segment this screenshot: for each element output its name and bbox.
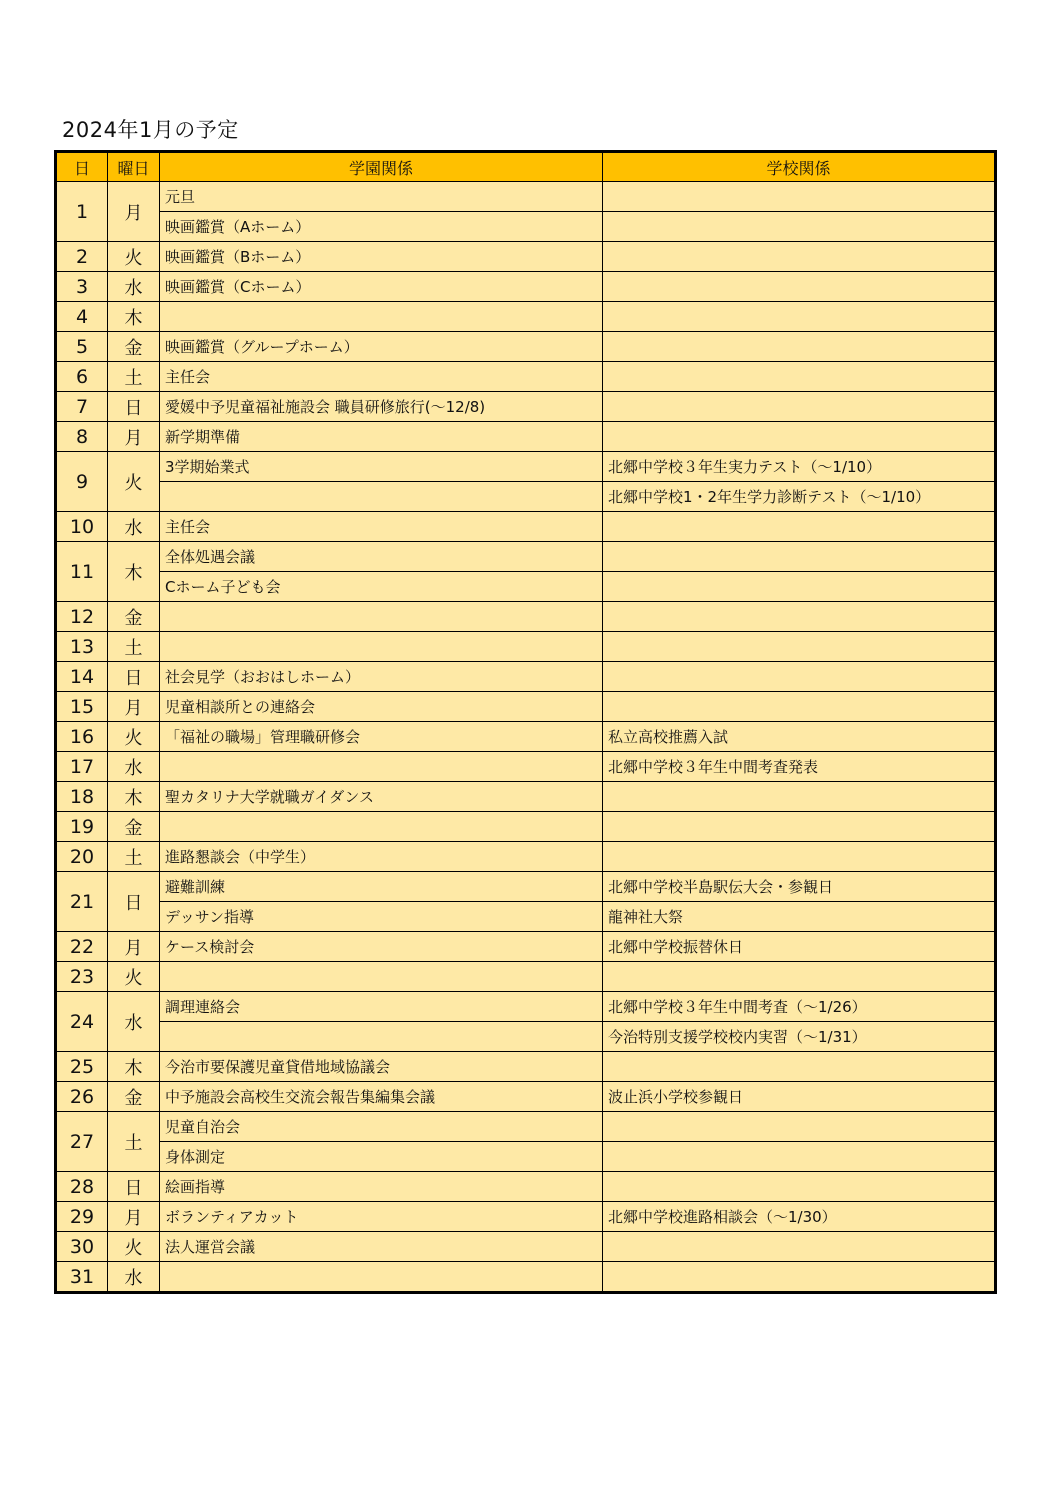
- gakuen-event-cell: 映画鑑賞（Aホーム）: [160, 212, 603, 242]
- school-event-cell: [603, 602, 996, 632]
- school-event-cell: [603, 212, 996, 242]
- school-event-cell: 北郷中学校進路相談会（～1/30）: [603, 1202, 996, 1232]
- day-cell: 5: [56, 332, 108, 362]
- school-event-cell: [603, 1262, 996, 1293]
- table-row: [56, 272, 996, 302]
- table-row: [56, 992, 996, 1022]
- table-row: [56, 242, 996, 272]
- weekday-cell: 火: [108, 722, 160, 752]
- weekday-cell: 月: [108, 182, 160, 242]
- weekday-cell: 木: [108, 302, 160, 332]
- gakuen-event-cell: ケース検討会: [160, 932, 603, 962]
- school-event-cell: [603, 572, 996, 602]
- table-row: [56, 812, 996, 842]
- gakuen-event-cell: 調理連絡会: [160, 992, 603, 1022]
- day-cell: 6: [56, 362, 108, 392]
- day-cell: 22: [56, 932, 108, 962]
- gakuen-event-cell: 法人運営会議: [160, 1232, 603, 1262]
- school-event-cell: [603, 362, 996, 392]
- gakuen-event-cell: 主任会: [160, 362, 603, 392]
- school-event-cell: 北郷中学校３年生中間考査（～1/26）: [603, 992, 996, 1022]
- table-row: [56, 1262, 996, 1293]
- gakuen-event-cell: 中予施設会高校生交流会報告集編集会議: [160, 1082, 603, 1112]
- header-row: [56, 152, 996, 182]
- table-row: [56, 572, 996, 602]
- gakuen-event-cell: 絵画指導: [160, 1172, 603, 1202]
- day-cell: 16: [56, 722, 108, 752]
- header-gakuen: 学園関係: [160, 152, 603, 182]
- table-row: [56, 1052, 996, 1082]
- table-row: [56, 1232, 996, 1262]
- table-row: [56, 362, 996, 392]
- day-cell: 23: [56, 962, 108, 992]
- school-event-cell: [603, 1232, 996, 1262]
- page-title: 2024年1月の予定: [62, 118, 239, 142]
- gakuen-event-cell: 全体処遇会議: [160, 542, 603, 572]
- weekday-cell: 火: [108, 1232, 160, 1262]
- table-row: [56, 692, 996, 722]
- school-event-cell: 北郷中学校３年生実力テスト（～1/10）: [603, 452, 996, 482]
- school-event-cell: [603, 302, 996, 332]
- school-event-cell: 私立高校推薦入試: [603, 722, 996, 752]
- day-cell: 3: [56, 272, 108, 302]
- school-event-cell: [603, 1142, 996, 1172]
- header-day: 日: [56, 152, 108, 182]
- gakuen-event-cell: [160, 632, 603, 662]
- table-row: [56, 962, 996, 992]
- gakuen-event-cell: [160, 482, 603, 512]
- gakuen-event-cell: 「福祉の職場」管理職研修会: [160, 722, 603, 752]
- gakuen-event-cell: [160, 812, 603, 842]
- table-row: [56, 752, 996, 782]
- table-row: [56, 1202, 996, 1232]
- table-row: [56, 632, 996, 662]
- day-cell: 9: [56, 452, 108, 512]
- weekday-cell: 土: [108, 362, 160, 392]
- gakuen-event-cell: 児童自治会: [160, 1112, 603, 1142]
- weekday-cell: 水: [108, 992, 160, 1052]
- day-cell: 21: [56, 872, 108, 932]
- gakuen-event-cell: デッサン指導: [160, 902, 603, 932]
- weekday-cell: 木: [108, 1052, 160, 1082]
- day-cell: 7: [56, 392, 108, 422]
- gakuen-event-cell: 元旦: [160, 182, 603, 212]
- gakuen-event-cell: Cホーム子ども会: [160, 572, 603, 602]
- day-cell: 20: [56, 842, 108, 872]
- table-row: [56, 722, 996, 752]
- table-row: [56, 1022, 996, 1052]
- table-row: [56, 182, 996, 212]
- table-row: [56, 782, 996, 812]
- gakuen-event-cell: [160, 752, 603, 782]
- gakuen-event-cell: 身体測定: [160, 1142, 603, 1172]
- weekday-cell: 金: [108, 1082, 160, 1112]
- table-row: [56, 1172, 996, 1202]
- table-row: [56, 512, 996, 542]
- gakuen-event-cell: [160, 1022, 603, 1052]
- gakuen-event-cell: 映画鑑賞（Bホーム）: [160, 242, 603, 272]
- weekday-cell: 月: [108, 422, 160, 452]
- school-event-cell: 北郷中学校３年生中間考査発表: [603, 752, 996, 782]
- school-event-cell: [603, 332, 996, 362]
- school-event-cell: [603, 692, 996, 722]
- weekday-cell: 水: [108, 272, 160, 302]
- school-event-cell: 北郷中学校半島駅伝大会・参観日: [603, 872, 996, 902]
- gakuen-event-cell: [160, 1262, 603, 1293]
- table-row: [56, 212, 996, 242]
- weekday-cell: 金: [108, 602, 160, 632]
- table-row: [56, 932, 996, 962]
- table-row: [56, 302, 996, 332]
- gakuen-event-cell: ボランティアカット: [160, 1202, 603, 1232]
- school-event-cell: 北郷中学校振替休日: [603, 932, 996, 962]
- weekday-cell: 月: [108, 932, 160, 962]
- weekday-cell: 土: [108, 1112, 160, 1172]
- weekday-cell: 水: [108, 1262, 160, 1293]
- header-school: 学校関係: [603, 152, 996, 182]
- table-row: [56, 872, 996, 902]
- school-event-cell: [603, 512, 996, 542]
- school-event-cell: [603, 962, 996, 992]
- header-weekday: 曜日: [108, 152, 160, 182]
- day-cell: 13: [56, 632, 108, 662]
- day-cell: 10: [56, 512, 108, 542]
- table-row: [56, 1142, 996, 1172]
- school-event-cell: [603, 422, 996, 452]
- table-row: [56, 452, 996, 482]
- table-row: [56, 662, 996, 692]
- school-event-cell: [603, 842, 996, 872]
- table-row: [56, 1112, 996, 1142]
- gakuen-event-cell: 今治市要保護児童貸借地域協議会: [160, 1052, 603, 1082]
- day-cell: 31: [56, 1262, 108, 1293]
- gakuen-event-cell: 映画鑑賞（Cホーム）: [160, 272, 603, 302]
- table-row: [56, 392, 996, 422]
- table-row: [56, 542, 996, 572]
- day-cell: 24: [56, 992, 108, 1052]
- schedule-table: [54, 150, 997, 1294]
- table-row: [56, 842, 996, 872]
- gakuen-event-cell: 児童相談所との連絡会: [160, 692, 603, 722]
- weekday-cell: 水: [108, 752, 160, 782]
- school-event-cell: [603, 242, 996, 272]
- weekday-cell: 月: [108, 692, 160, 722]
- gakuen-event-cell: 映画鑑賞（グループホーム）: [160, 332, 603, 362]
- day-cell: 8: [56, 422, 108, 452]
- day-cell: 26: [56, 1082, 108, 1112]
- day-cell: 12: [56, 602, 108, 632]
- weekday-cell: 火: [108, 242, 160, 272]
- weekday-cell: 木: [108, 782, 160, 812]
- school-event-cell: [603, 1112, 996, 1142]
- table-row: [56, 902, 996, 932]
- gakuen-event-cell: 進路懇談会（中学生）: [160, 842, 603, 872]
- weekday-cell: 月: [108, 1202, 160, 1232]
- day-cell: 18: [56, 782, 108, 812]
- school-event-cell: [603, 542, 996, 572]
- day-cell: 14: [56, 662, 108, 692]
- weekday-cell: 土: [108, 632, 160, 662]
- day-cell: 1: [56, 182, 108, 242]
- weekday-cell: 火: [108, 962, 160, 992]
- school-event-cell: [603, 662, 996, 692]
- gakuen-event-cell: 社会見学（おおはしホーム）: [160, 662, 603, 692]
- day-cell: 28: [56, 1172, 108, 1202]
- school-event-cell: [603, 272, 996, 302]
- weekday-cell: 日: [108, 1172, 160, 1202]
- table-row: [56, 1082, 996, 1112]
- weekday-cell: 水: [108, 512, 160, 542]
- school-event-cell: [603, 392, 996, 422]
- day-cell: 11: [56, 542, 108, 602]
- weekday-cell: 金: [108, 812, 160, 842]
- table-row: [56, 602, 996, 632]
- day-cell: 29: [56, 1202, 108, 1232]
- table-row: [56, 422, 996, 452]
- day-cell: 4: [56, 302, 108, 332]
- schedule-body: [56, 182, 996, 1293]
- school-event-cell: [603, 182, 996, 212]
- weekday-cell: 金: [108, 332, 160, 362]
- school-event-cell: [603, 1172, 996, 1202]
- gakuen-event-cell: 新学期準備: [160, 422, 603, 452]
- school-event-cell: [603, 812, 996, 842]
- weekday-cell: 日: [108, 662, 160, 692]
- gakuen-event-cell: [160, 602, 603, 632]
- school-event-cell: [603, 782, 996, 812]
- day-cell: 27: [56, 1112, 108, 1172]
- day-cell: 15: [56, 692, 108, 722]
- gakuen-event-cell: 3学期始業式: [160, 452, 603, 482]
- school-event-cell: [603, 632, 996, 662]
- gakuen-event-cell: 避難訓練: [160, 872, 603, 902]
- gakuen-event-cell: 愛媛中予児童福祉施設会 職員研修旅行(～12/8): [160, 392, 603, 422]
- day-cell: 2: [56, 242, 108, 272]
- day-cell: 30: [56, 1232, 108, 1262]
- table-row: [56, 482, 996, 512]
- gakuen-event-cell: [160, 302, 603, 332]
- gakuen-event-cell: [160, 962, 603, 992]
- weekday-cell: 木: [108, 542, 160, 602]
- weekday-cell: 日: [108, 872, 160, 932]
- gakuen-event-cell: 主任会: [160, 512, 603, 542]
- weekday-cell: 土: [108, 842, 160, 872]
- day-cell: 19: [56, 812, 108, 842]
- school-event-cell: 龍神社大祭: [603, 902, 996, 932]
- day-cell: 25: [56, 1052, 108, 1082]
- table-row: [56, 332, 996, 362]
- school-event-cell: [603, 1052, 996, 1082]
- school-event-cell: 北郷中学校1・2年生学力診断テスト（～1/10）: [603, 482, 996, 512]
- weekday-cell: 日: [108, 392, 160, 422]
- day-cell: 17: [56, 752, 108, 782]
- school-event-cell: 波止浜小学校参観日: [603, 1082, 996, 1112]
- gakuen-event-cell: 聖カタリナ大学就職ガイダンス: [160, 782, 603, 812]
- school-event-cell: 今治特別支援学校校内実習（～1/31）: [603, 1022, 996, 1052]
- weekday-cell: 火: [108, 452, 160, 512]
